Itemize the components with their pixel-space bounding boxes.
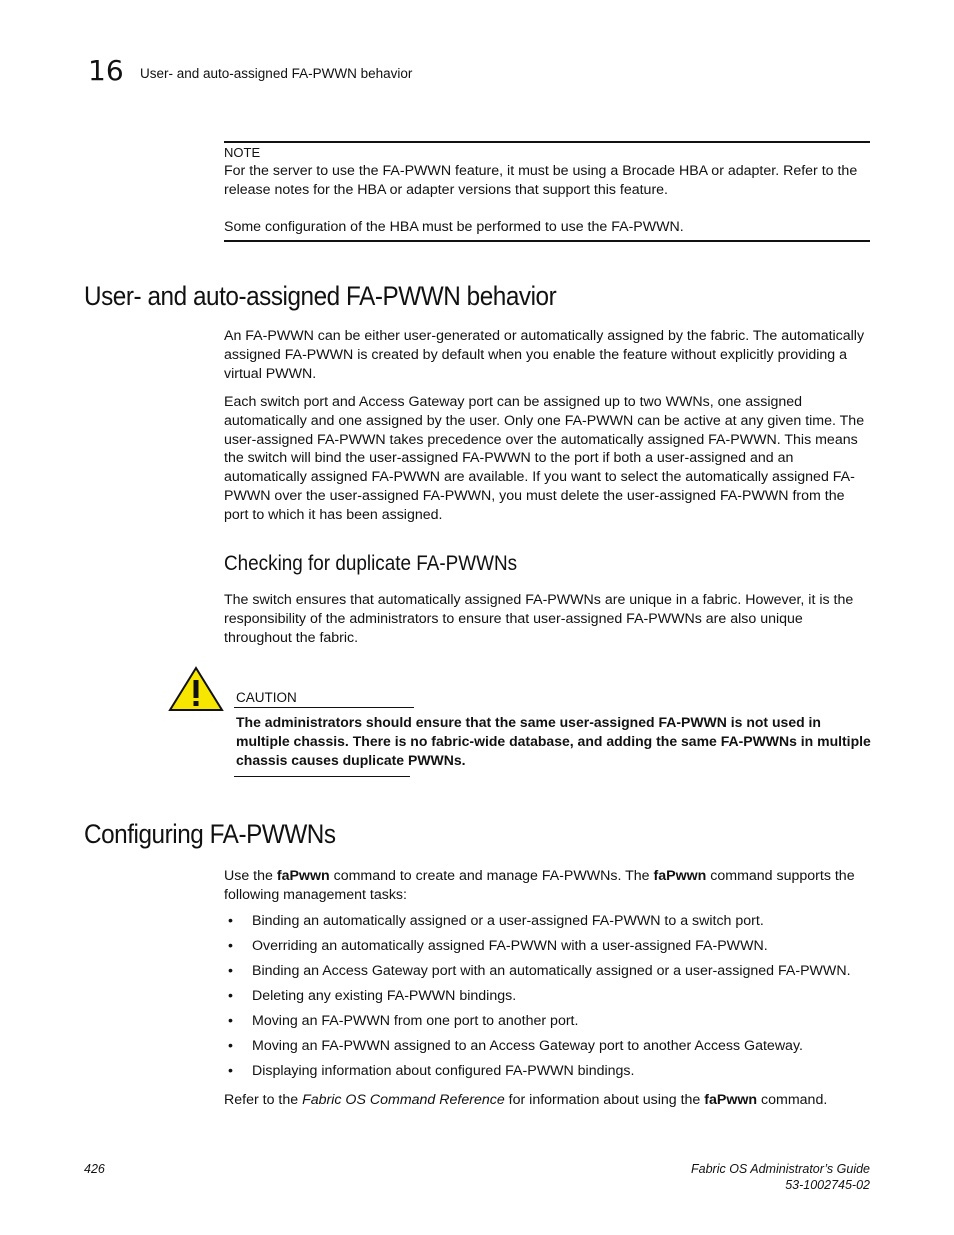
paragraph: An FA-PWWN can be either user-generated or automatically assigned by the fabric. The automatically assigned FA-PWWN is created by default when you enable the feature without explicitly providing a virtual PWWN. — [224, 328, 865, 382]
note-label: NOTE — [224, 145, 261, 160]
caution-text: The administrators should ensure that the same user-assigned FA-PWWN is not used in multiple chassis. There is no fabric-wide database, and adding the same FA-PWWNs in multiple chassis causes duplicate PWWNs. — [236, 714, 871, 768]
paragraph — [224, 1091, 884, 1110]
list-item-text: Moving an FA-PWWN from one port to another port. — [252, 1013, 579, 1029]
note-top-rule — [224, 141, 870, 143]
bullet-glyph: • — [228, 988, 233, 1004]
command-name: faPwwn — [276, 868, 330, 884]
text-run: command to create and manage FA-PWWNs. The — [329, 868, 654, 884]
section-heading-behavior: User- and auto-assigned FA-PWWN behavior — [84, 281, 557, 311]
caution-top-rule — [234, 707, 414, 708]
bullet-glyph: • — [228, 1013, 233, 1029]
text-run: for information about using the — [504, 1092, 705, 1108]
subsection-heading-duplicate: Checking for duplicate FA-PWWNs — [224, 552, 518, 575]
footer-doc-number: 53-1002745-02 — [785, 1178, 870, 1192]
list-item-text: Binding an automatically assigned or a user-assigned FA-PWWN to a switch port. — [252, 913, 764, 929]
bullet-glyph: • — [228, 1038, 233, 1054]
text-run: Refer to the — [224, 1092, 303, 1108]
note-bottom-rule — [224, 240, 870, 242]
list-item — [224, 1012, 884, 1037]
paragraph: The switch ensures that automatically assigned FA-PWWNs are unique in a fabric. However, it is the responsibility of the administrators to ensure that user-assigned FA-PWWNs are also unique throughout the fabric. — [224, 592, 854, 646]
bullet-glyph: • — [228, 1063, 233, 1079]
note-paragraph: For the server to use the FA-PWWN feature, it must be using a Brocade HBA or adapter. Refer to the release notes for the HBA or adapter versions that support this feature. — [224, 163, 858, 198]
section-heading-configuring: Configuring FA-PWWNs — [84, 819, 336, 849]
list-item — [224, 987, 884, 1012]
list-item-text: Displaying information about configured FA-PWWN bindings. — [252, 1063, 635, 1079]
list-item-text: Moving an FA-PWWN assigned to an Access Gateway port to another Access Gateway. — [252, 1038, 803, 1054]
book-title: Fabric OS Command Reference — [302, 1092, 505, 1108]
task-list — [224, 912, 884, 1087]
paragraph — [224, 867, 872, 905]
list-item-text: Overriding an automatically assigned FA-PWWN with a user-assigned FA-PWWN. — [252, 938, 768, 954]
bullet-glyph: • — [228, 963, 233, 979]
text-run: Use the — [224, 868, 277, 884]
list-item — [224, 1037, 884, 1062]
list-item — [224, 912, 884, 937]
text-run: command. — [757, 1092, 828, 1108]
chapter-number: 16 — [88, 54, 124, 87]
list-item-text: Deleting any existing FA-PWWN bindings. — [252, 988, 517, 1004]
command-name: faPwwn — [704, 1092, 758, 1108]
running-head: User- and auto-assigned FA-PWWN behavior — [140, 66, 413, 81]
bullet-glyph: • — [228, 938, 233, 954]
caution-label: CAUTION — [236, 690, 297, 705]
note-paragraph: Some configuration of the HBA must be performed to use the FA-PWWN. — [224, 219, 684, 235]
list-item — [224, 962, 884, 987]
footer-title: Fabric OS Administrator’s Guide — [691, 1162, 870, 1176]
list-item — [224, 937, 884, 962]
command-name: faPwwn — [653, 868, 707, 884]
list-item-text: Binding an Access Gateway port with an automatically assigned or a user-assigned FA-PWWN. — [252, 963, 851, 979]
page-number: 426 — [84, 1162, 105, 1176]
text-run: command supports the following management tasks: — [224, 868, 855, 903]
list-item — [224, 1062, 884, 1087]
paragraph: Each switch port and Access Gateway port can be assigned up to two WWNs, one assigned automatically and one assigned by the user. Only one FA-PWWN can be active at any given time. The user-assigned FA-PWWN takes precedence over the automatically assigned FA-PWWN. This means the switch will bind the user-assigned FA-PWWN to the port if both a user-assigned and an automatically assigned FA-PWWN are available. If you want to select the automatically assigned FA-PWWN over the user-assigned FA-PWWN, you must delete the user-assigned FA-PWWN from the port to which it has been assigned. — [224, 394, 865, 523]
warning-triangle-icon — [168, 666, 224, 712]
bullet-glyph: • — [228, 913, 233, 929]
caution-bottom-rule — [234, 776, 410, 777]
